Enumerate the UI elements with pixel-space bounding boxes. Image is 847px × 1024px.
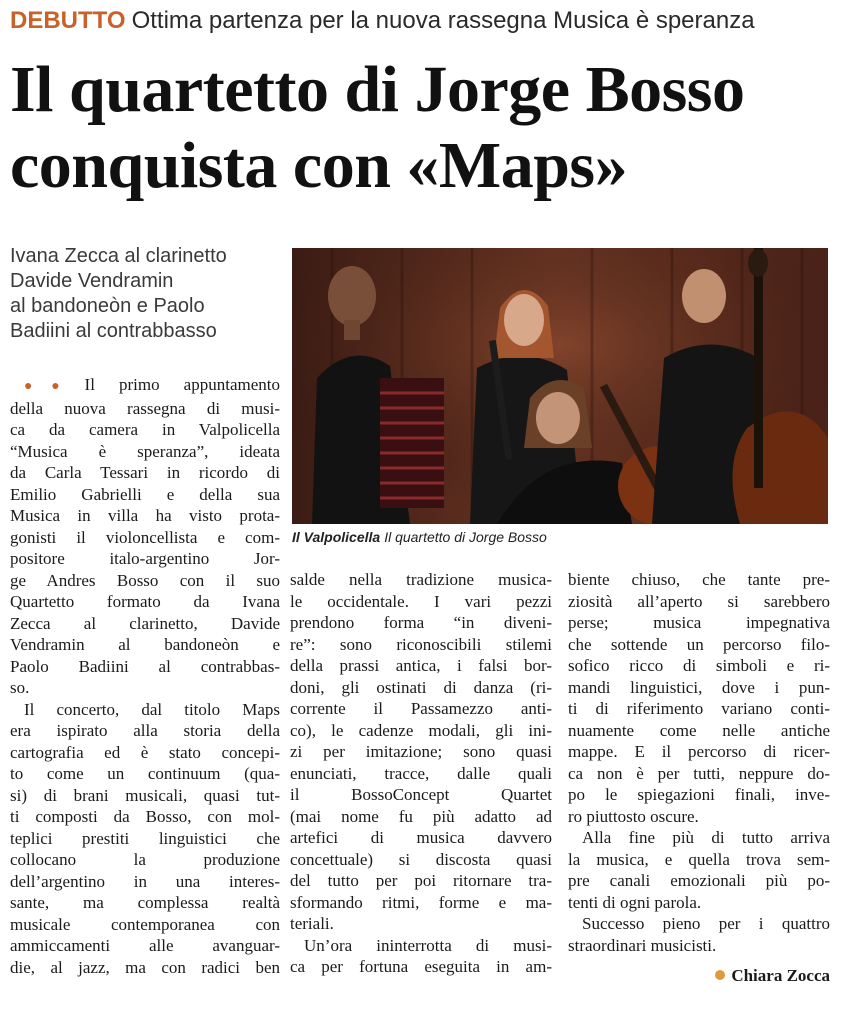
text-line: della prassi antica, i falsi bor-	[290, 656, 552, 675]
kicker-text: Ottima partenza per la nuova rassegna Musica è speranza	[131, 7, 755, 34]
text-line: Musica in villa ha visto prota-	[10, 506, 280, 525]
text-line: della nuova rassegna di musi-	[10, 398, 280, 418]
text-line: sante, ma complessa realtà	[10, 893, 280, 912]
text-line: del tutto per poi ritornare tra-	[290, 871, 552, 890]
bullet-dots-icon: ●●	[24, 379, 79, 394]
text-line	[10, 374, 280, 398]
text-line: ca per fortuna eseguita in am-	[290, 957, 552, 976]
text-line: mappe. E il percorso di ricer-	[568, 742, 830, 761]
text-line: tenti di ogni parola.	[568, 892, 702, 912]
text-line: co), le cadenze modali, gli ini-	[290, 720, 552, 740]
text-line: po le spiegazioni finali, inve-	[568, 785, 830, 804]
text-line: da Carla Tessari in ricordo di	[10, 463, 280, 482]
text-line: Successo pieno per i quattro	[582, 914, 830, 933]
text-line: positore italo-argentino Jor-	[10, 549, 280, 568]
text-line: perse; musica impegnativa	[568, 613, 830, 632]
text-line: prendono forma “in diveni-	[290, 613, 552, 632]
summary-line: Davide Vendramin	[10, 270, 174, 292]
text-line: to come un continuum (qua-	[10, 764, 280, 783]
text-line: ziosità all’aperto si sarebbero	[568, 591, 830, 611]
text-line: biente chiuso, che tante pre-	[568, 570, 830, 589]
kicker-tag: DEBUTTO	[10, 7, 126, 34]
caption-place: Il Valpolicella	[292, 529, 381, 545]
text-line: pre canali emozionali più po-	[568, 871, 830, 890]
text-line: il BossoConcept Quartet	[290, 785, 552, 804]
text-line: straordinari musicisti.	[568, 935, 717, 955]
text-line: concettuale) si discosta quasi	[290, 849, 552, 869]
text-line: Quartetto formato da Ivana	[10, 592, 280, 611]
text-line: dell’argentino in una interes-	[10, 871, 280, 891]
caption-text: Il quartetto di Jorge Bosso	[384, 529, 547, 545]
text-line: gonisti il violoncellista e com-	[10, 527, 280, 547]
text-line: Zecca al clarinetto, Davide	[10, 613, 280, 633]
text-line: le occidentale. I vari pezzi	[290, 591, 552, 611]
text-line: che sottende un percorso filo-	[568, 634, 830, 654]
kicker	[10, 6, 840, 36]
text-line: teplici prestiti linguistici che	[10, 828, 280, 848]
headline-line: conquista con «Maps»	[10, 129, 628, 202]
text-line: ge Andres Bosso con il suo	[10, 570, 280, 590]
text-line: Alla fine più di tutto arriva	[582, 828, 830, 847]
summary-line: Ivana Zecca al clarinetto	[10, 245, 227, 267]
summary	[10, 244, 275, 344]
text-line: ca da camera in Valpolicella	[10, 420, 280, 439]
photo-caption	[292, 528, 828, 546]
headline-line: Il quartetto di Jorge Bosso	[10, 53, 745, 126]
text-line: cartografia ed è stato concepi-	[10, 742, 280, 762]
text-line: enunciati, tracce, dalle quali	[290, 763, 552, 783]
text-line: die, al jazz, ma con radici ben	[10, 957, 280, 977]
text-line: salde nella tradizione musica-	[290, 570, 552, 589]
text-line: zi per imitazione; sono quasi	[290, 742, 552, 761]
summary-line: Badiini al contrabbasso	[10, 320, 217, 342]
text-line: mandi linguistici, dove i pun-	[568, 677, 830, 697]
headline	[10, 52, 840, 204]
text-line-content: Il primo appuntamento	[84, 375, 280, 394]
article-column-1	[10, 374, 280, 978]
text-line: musicale contemporanea con	[10, 914, 280, 934]
text-line: collocano la produzione	[10, 850, 280, 869]
text-line: la musica, e quella trova sem-	[568, 849, 830, 869]
text-line: teriali.	[290, 914, 334, 933]
quartet-photo	[292, 248, 828, 524]
text-line: (mai nome fu più adatto ad	[290, 806, 552, 826]
text-line: ti di riferimento variano conti-	[568, 699, 830, 718]
text-line: Paolo Badiini al contrabbas-	[10, 656, 280, 676]
text-line: sofico ricco di simboli e ri-	[568, 656, 830, 675]
article-column-3	[568, 569, 830, 956]
text-line: ro piuttosto oscure.	[568, 806, 699, 826]
byline-dot-icon	[715, 970, 725, 980]
text-line: “Musica è speranza”, ideata	[10, 441, 280, 461]
text-line: sformando ritmi, forme e ma-	[290, 892, 552, 912]
text-line: ca non è per tutti, neppure do-	[568, 763, 830, 783]
summary-line: al bandoneòn e Paolo	[10, 295, 205, 317]
text-line: si) di brani musicali, quasi tut-	[10, 785, 280, 805]
text-line: artefici di musica davvero	[290, 828, 552, 847]
quartet-photo-illustration	[292, 248, 828, 524]
text-line: so.	[10, 678, 30, 697]
text-line: Emilio Gabrielli e della sua	[10, 484, 280, 504]
text-line: era ispirato alla storia della	[10, 721, 280, 740]
text-line: ti composti da Bosso, con mol-	[10, 807, 280, 826]
text-line: Il concerto, dal titolo Maps	[24, 699, 280, 719]
byline-author: Chiara Zocca	[731, 966, 830, 985]
text-line: doni, gli ostinati di danza (ri-	[290, 677, 552, 697]
text-line: Un’ora ininterrotta di musi-	[304, 935, 552, 955]
text-line: corrente il Passamezzo anti-	[290, 699, 552, 718]
text-line: nuamente come nelle antiche	[568, 720, 830, 740]
article-column-2	[290, 569, 552, 978]
text-line: Vendramin al bandoneòn e	[10, 635, 280, 654]
text-line: ammiccamenti alle avanguar-	[10, 936, 280, 955]
byline	[690, 965, 830, 987]
text-line: re”: sono riconoscibili stilemi	[290, 634, 552, 654]
